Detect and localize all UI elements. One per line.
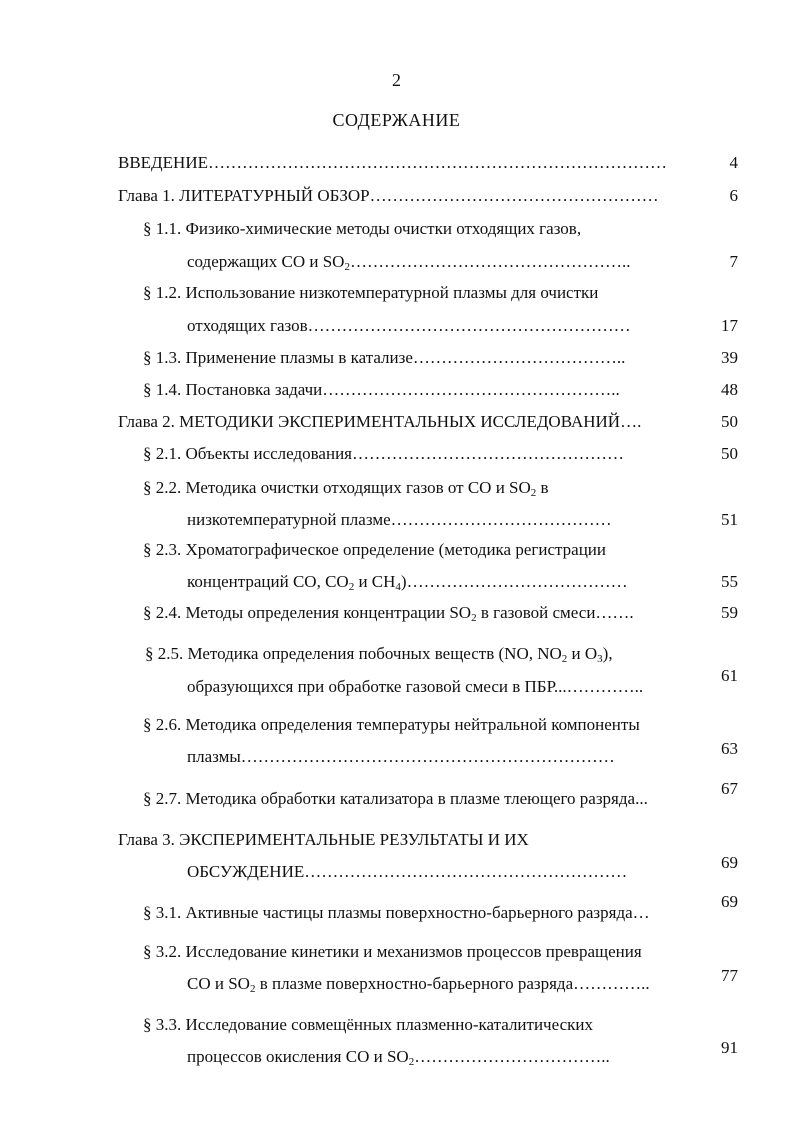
toc-entry-text: § 2.2. Методика очистки отходящих газов от CO и $SO_2$ в [143, 478, 549, 499]
toc-entry-chapter-1 [0, 184, 793, 208]
toc-entry-text: § 2.6. Методика определения температуры нейтральной компоненты [143, 715, 640, 734]
toc-entry-text: низкотемпературной плазме………………………………… [187, 510, 612, 529]
toc-entry-3-3-line-1 [0, 1013, 793, 1037]
toc-entry-3-3-line-2 [0, 1045, 793, 1069]
toc-entry-1-3 [0, 346, 793, 370]
toc-entry-2-6-line-1 [0, 713, 793, 737]
toc-entry-2-3-line-1 [0, 538, 793, 562]
toc-entry-text: Глава 1. ЛИТЕРАТУРНЫЙ ОБЗОР…………………………………………… [118, 186, 659, 205]
toc-entry-page: 48 [721, 380, 738, 399]
toc-entry-text: § 1.2. Использование низкотемпературной плазмы для очистки [143, 283, 599, 302]
toc-entry-text: процессов окисления CO и $SO_2\dots\dots\dots\dots\dots\dots\dots\dots\dots\dots\dots$.. [187, 1047, 610, 1068]
toc-entry-text: § 2.3. Хроматографическое определение (методика регистрации [143, 540, 606, 559]
toc-entry-3-2-line-1 [0, 940, 793, 964]
toc-entry-2-3-line-2 [0, 570, 793, 594]
toc-entry-chapter-3-line-2 [0, 860, 793, 884]
toc-entry-text: § 1.3. Применение плазмы в катализе……………………………….. [143, 348, 626, 367]
toc-entry-page: 55 [721, 572, 738, 591]
toc-entry-1-2-line-2 [0, 314, 793, 338]
toc-entry-text: содержащих CO и $SO_2\dots\dots\dots\dots\dots\dots\dots\dots\dots\dots\dots\dots\dots\dots\dots\dots$.. [187, 252, 631, 273]
toc-entry-3-2-line-2 [0, 972, 793, 996]
toc-entry-page: 17 [721, 316, 738, 335]
toc-entry-page: 39 [721, 348, 738, 367]
toc-entry-text: § 2.4. Методы определения концентрации $SO_2$ в газовой смеси……. [143, 603, 634, 624]
toc-entry-page: 77 [721, 966, 738, 985]
toc-entry-text: образующихся при обработке газовой смеси в ПБР...………….. [187, 677, 644, 696]
toc-entry-page: 91 [721, 1038, 738, 1057]
toc-entry-2-4 [0, 601, 793, 625]
toc-entry-text: концентраций CO, $CO_2$ и $CH_4)\dots\dots\dots\dots\dots\dots\dots\dots\dots\dots\dots\dots\dots$ [187, 572, 628, 593]
toc-entry-text: § 3.1. Активные частицы плазмы поверхностно-барьерного разряда… [143, 903, 650, 922]
toc-entry-text: ВВЕДЕНИЕ……………………………………………………………………… [118, 153, 667, 172]
toc-entry-page: 6 [729, 186, 738, 205]
toc-entry-2-5-line-1 [0, 642, 793, 666]
toc-entry-2-1 [0, 442, 793, 466]
toc-entry-page: 69 [721, 853, 738, 872]
toc-entry-1-4 [0, 378, 793, 402]
toc-entry-2-2-line-2 [0, 508, 793, 532]
toc-entry-page: 67 [721, 779, 738, 798]
toc-entry-introduction [0, 151, 793, 175]
toc-entry-text: Глава 3. ЭКСПЕРИМЕНТАЛЬНЫЕ РЕЗУЛЬТАТЫ И ИХ [118, 830, 529, 849]
toc-entry-page: 51 [721, 510, 738, 529]
toc-entry-chapter-3-line-1 [0, 828, 793, 852]
toc-entry-1-1-line-1 [0, 217, 793, 241]
toc-entry-page: 59 [721, 603, 738, 622]
toc-entry-text: § 2.5. Методика определения побочных веществ (NO, $NO_2$ и $O_3$), [145, 644, 613, 665]
toc-entry-page: 61 [721, 666, 738, 685]
toc-entry-page: 63 [721, 739, 738, 758]
toc-entry-text: § 3.3. Исследование совмещённых плазменно-каталитических [143, 1015, 593, 1034]
toc-entry-chapter-2 [0, 410, 793, 434]
page-title: СОДЕРЖАНИЕ [332, 110, 461, 130]
toc-entry-text: Глава 2. МЕТОДИКИ ЭКСПЕРИМЕНТАЛЬНЫХ ИССЛЕДОВАНИЙ…. [118, 412, 642, 431]
toc-entry-2-5-line-2 [0, 675, 793, 699]
toc-entry-page: 50 [721, 444, 738, 463]
toc-entry-3-1 [0, 901, 793, 925]
toc-entry-page: 50 [721, 412, 738, 431]
toc-entry-text: § 1.1. Физико-химические методы очистки отходящих газов, [143, 219, 582, 238]
toc-entry-page: 7 [729, 252, 738, 271]
toc-entry-2-6-line-2 [0, 745, 793, 769]
toc-entry-text: плазмы………………………………………………………… [187, 747, 615, 766]
toc-entry-text: § 3.2. Исследование кинетики и механизмов процессов превращения [143, 942, 642, 961]
toc-entry-text: ОБСУЖДЕНИЕ………………………………………………… [187, 862, 628, 881]
toc-entry-text: отходящих газов………………………………………………… [187, 316, 631, 335]
toc-entry-text: § 2.1. Объекты исследования………………………………………… [143, 444, 624, 463]
toc-entry-1-2-line-1 [0, 281, 793, 305]
toc-entry-text: CO и $SO_2$ в плазме поверхностно-барьерного разряда………….. [187, 974, 650, 995]
page-number: 2 [392, 70, 401, 90]
toc-entry-2-7 [0, 787, 793, 811]
toc-entry-page: 4 [729, 153, 738, 172]
toc-entry-1-1-line-2 [0, 250, 793, 274]
toc-entry-text: § 2.7. Методика обработки катализатора в плазме тлеющего разряда... [143, 789, 648, 808]
toc-entry-text: § 1.4. Постановка задачи…………………………………………….. [143, 380, 620, 399]
toc-entry-2-2-line-1 [0, 476, 793, 500]
toc-entry-page: 69 [721, 892, 738, 911]
